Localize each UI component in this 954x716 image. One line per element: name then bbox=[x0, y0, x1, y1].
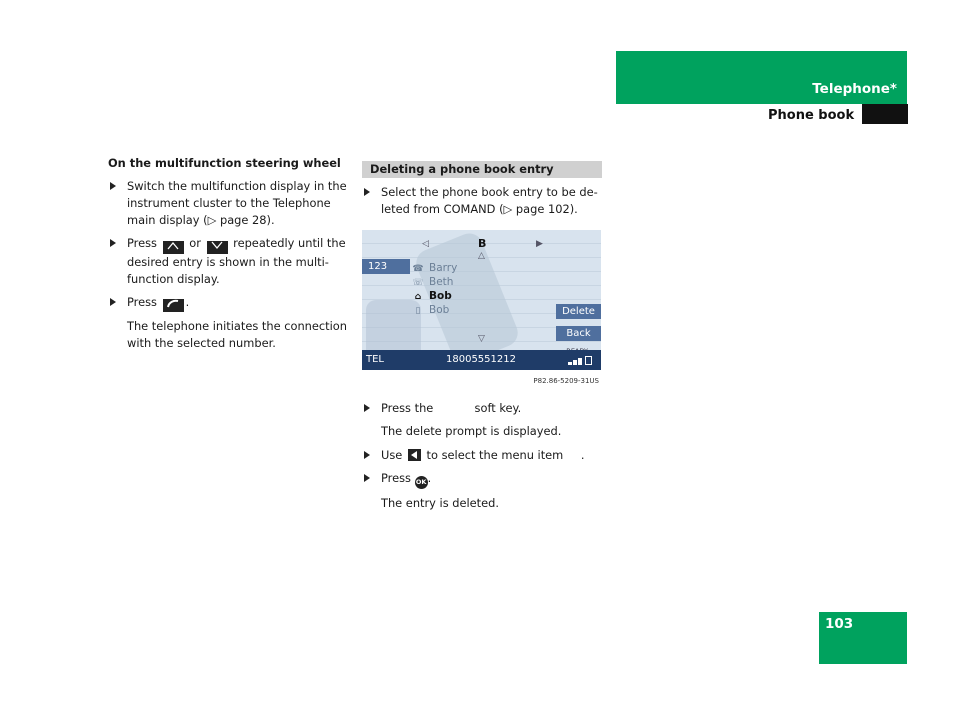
left-arrow-icon: ◁ bbox=[422, 239, 429, 249]
home-icon: ⌂ bbox=[414, 292, 422, 302]
down-arrow-key-icon bbox=[207, 241, 228, 254]
left-heading: On the multifunction steering wheel bbox=[108, 156, 341, 170]
scroll-up-arrow-icon: △ bbox=[478, 251, 485, 261]
phonebook-entry: ☏ Beth bbox=[412, 276, 454, 288]
comand-display-figure bbox=[362, 230, 601, 370]
display-status-bar bbox=[362, 350, 601, 370]
instruction-step: Press the soft key. bbox=[362, 400, 602, 417]
up-arrow-key-icon bbox=[163, 241, 184, 254]
office-phone-icon: ☎ bbox=[412, 264, 424, 274]
instruction-step bbox=[108, 178, 353, 229]
phonebook-entry-selected: ⌂ Bob bbox=[412, 289, 457, 303]
phone-number: 18005551212 bbox=[446, 354, 516, 365]
result-note: The telephone initiates the connection with the selected number. bbox=[127, 319, 347, 350]
ok-key-icon: OK bbox=[415, 476, 428, 489]
middle-column bbox=[362, 161, 602, 519]
right-arrow-icon: ▶ bbox=[536, 239, 543, 249]
result-note: The entry is deleted. bbox=[381, 496, 499, 510]
instruction-step: Select the phone book entry to be de-leted from COMAND (▷ page 102). bbox=[362, 184, 602, 218]
category-tab-123: 123 bbox=[362, 259, 410, 274]
instruction-step: Press or repeatedly until the desired entry is shown in the multi-function display. bbox=[108, 235, 353, 288]
mobile-phone-icon: ▯ bbox=[415, 306, 421, 316]
scroll-down-arrow-icon: ▽ bbox=[478, 334, 485, 344]
phonebook-entry-list bbox=[412, 261, 457, 317]
step-text: Switch the multifunction display in the instrument cluster to the Telephone main display (▷ page 28). bbox=[127, 179, 347, 227]
instruction-step: Use to select the menu item . bbox=[362, 447, 602, 464]
back-softkey: Back bbox=[556, 326, 601, 341]
subsection-marker-bar bbox=[862, 104, 908, 124]
subsection-title: Phone book bbox=[768, 108, 855, 123]
alphabet-letter: B bbox=[478, 237, 487, 250]
left-column bbox=[108, 155, 353, 359]
deleting-entry-heading: Deleting a phone book entry bbox=[362, 161, 602, 178]
telephone-icon: ☏ bbox=[412, 278, 424, 288]
phonebook-entry: ▯ Bob bbox=[412, 303, 457, 317]
page-number-box bbox=[819, 612, 907, 664]
tel-label: TEL bbox=[366, 354, 384, 365]
phone-call-key-icon bbox=[163, 299, 184, 312]
page-number: 103 bbox=[825, 616, 854, 632]
instruction-step: Press . bbox=[108, 294, 353, 312]
delete-softkey: Delete bbox=[556, 304, 601, 319]
section-title: Telephone* bbox=[812, 81, 897, 97]
left-arrow-key-icon bbox=[408, 449, 421, 461]
section-header-band bbox=[616, 51, 907, 104]
instruction-step: Press OK. bbox=[362, 470, 602, 489]
result-note: The delete prompt is displayed. bbox=[381, 424, 562, 438]
figure-code: P82.86-5209-31US bbox=[533, 377, 599, 385]
signal-strength-icon bbox=[568, 355, 598, 365]
phonebook-entry: ☎ Barry bbox=[412, 262, 458, 274]
